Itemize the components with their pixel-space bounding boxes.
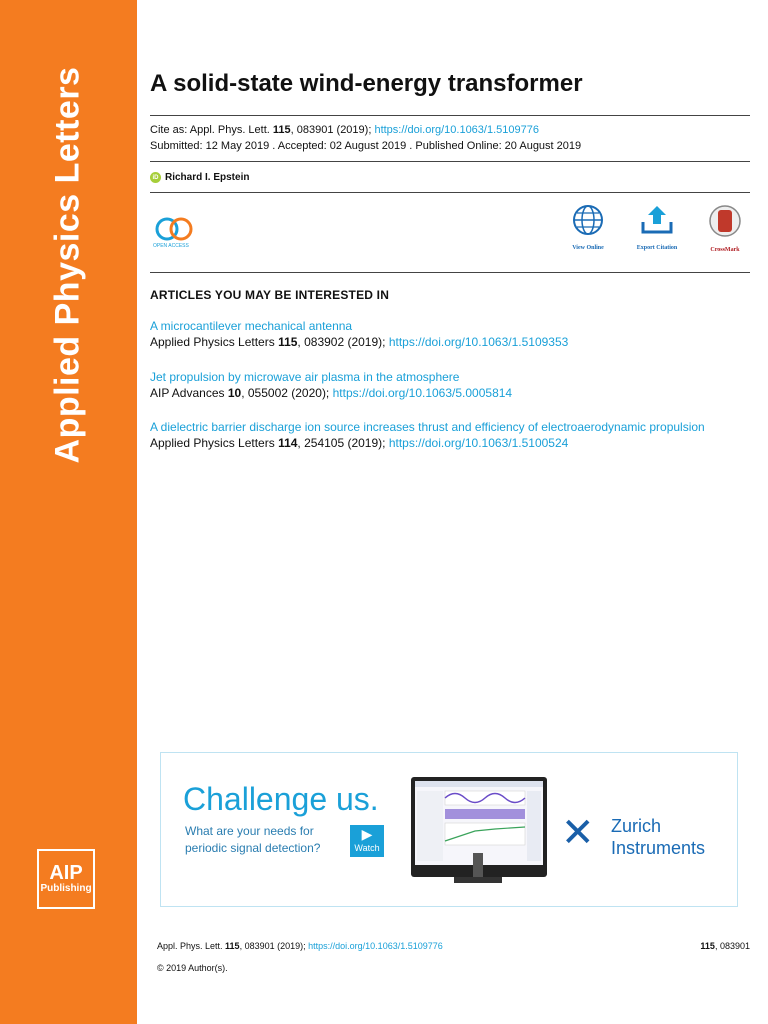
monitor-stand — [454, 877, 502, 883]
divider — [150, 115, 750, 116]
play-icon: ▶ — [361, 826, 373, 842]
footer-citation — [157, 941, 443, 951]
watch-button[interactable] — [350, 825, 384, 857]
article-title: A solid-state wind-energy transformer — [150, 70, 583, 97]
ad-headline: Challenge us. — [183, 781, 379, 817]
journal-name: Applied Physics Letters — [48, 66, 87, 464]
related-article-details: , 083902 (2019); — [297, 335, 389, 349]
ad-subtext-line2: periodic signal detection? — [185, 841, 321, 855]
related-article-reference — [150, 385, 750, 401]
footer-cite-rest: , 083901 (2019); — [239, 941, 309, 951]
open-access-logo — [153, 214, 198, 250]
aip-publishing-logo[interactable] — [37, 849, 95, 909]
brand-line1: Zurich — [611, 816, 662, 836]
journal-sidebar — [0, 0, 137, 1024]
orcid-icon[interactable]: iD — [150, 172, 161, 183]
open-access-label: OPEN ACCESS — [153, 243, 189, 249]
footer-cite-volume: 115 — [225, 941, 240, 951]
ad-subtext-line1: What are your needs for — [185, 824, 314, 838]
view-online-button[interactable] — [558, 204, 618, 251]
cite-doi-link[interactable]: https://doi.org/10.1063/1.5109776 — [374, 124, 539, 136]
related-article-title[interactable]: A dielectric barrier discharge ion source increases thrust and efficiency of electroaerodynamic propulsion — [150, 420, 705, 434]
related-article-title[interactable]: Jet propulsion by microwave air plasma in the atmosphere — [150, 370, 460, 384]
citation-line — [150, 124, 539, 136]
related-article — [150, 318, 750, 350]
export-citation-label: Export Citation — [636, 245, 678, 251]
author-name[interactable]: Richard I. Epstein — [165, 172, 250, 183]
publication-dates: Submitted: 12 May 2019 . Accepted: 02 August 2019 . Published Online: 20 August 2019 — [150, 140, 582, 152]
footer-volume: 115 — [700, 941, 715, 951]
related-article-journal: AIP Advances — [150, 386, 228, 400]
brand-line2: Instruments — [611, 838, 706, 858]
cite-prefix: Cite as: Appl. Phys. Lett. — [150, 124, 273, 136]
ad-subtext — [185, 823, 320, 857]
monitor-neck — [473, 853, 483, 877]
crossmark-button[interactable] — [695, 204, 755, 253]
watch-label: Watch — [354, 843, 380, 853]
footer-doi-link[interactable]: https://doi.org/10.1063/1.5109776 — [308, 941, 443, 951]
related-article-doi-link[interactable]: https://doi.org/10.1063/1.5109353 — [388, 335, 569, 349]
view-online-label: View Online — [572, 245, 604, 251]
crossmark-label: CrossMark — [710, 247, 740, 253]
cite-volume: 115 — [272, 124, 291, 136]
copyright-notice: © 2019 Author(s). — [157, 963, 228, 973]
related-article-details: , 254105 (2019); — [297, 436, 389, 450]
related-article-volume: 114 — [278, 436, 298, 450]
divider — [150, 272, 750, 273]
crossmark-icon — [708, 204, 742, 238]
related-article-volume: 10 — [227, 386, 242, 400]
related-article-journal: Applied Physics Letters — [150, 436, 279, 450]
zurich-instruments-brand — [611, 815, 705, 859]
related-article — [150, 369, 750, 401]
related-articles-heading: ARTICLES YOU MAY BE INTERESTED IN — [150, 288, 390, 302]
footer-cite-prefix: Appl. Phys. Lett. — [157, 941, 226, 951]
author-line — [150, 172, 249, 183]
zurich-instruments-logo-icon: ✕ — [561, 811, 595, 855]
related-article-details: , 055002 (2020); — [241, 386, 333, 400]
cite-rest: , 083901 (2019); — [290, 124, 375, 136]
related-article-title[interactable]: A microcantilever mechanical antenna — [150, 319, 353, 333]
export-citation-button[interactable] — [627, 204, 687, 251]
related-article-journal: Applied Physics Letters — [150, 335, 279, 349]
publishing-logo-text: Publishing — [40, 883, 92, 894]
aip-logo-text: AIP — [49, 862, 83, 884]
related-article-doi-link[interactable]: https://doi.org/10.1063/1.5100524 — [388, 436, 569, 450]
footer-article-number: , 083901 — [714, 941, 750, 951]
related-article-reference — [150, 334, 750, 350]
advertisement-banner[interactable] — [160, 752, 738, 907]
related-article-doi-link[interactable]: https://doi.org/10.1063/5.0005814 — [332, 386, 513, 400]
divider — [150, 161, 750, 162]
divider — [150, 192, 750, 193]
related-article-reference — [150, 435, 750, 451]
globe-icon — [572, 204, 604, 236]
related-article-volume: 115 — [278, 335, 298, 349]
footer-page-id — [700, 941, 750, 951]
related-article — [150, 419, 750, 451]
export-icon — [639, 204, 675, 236]
